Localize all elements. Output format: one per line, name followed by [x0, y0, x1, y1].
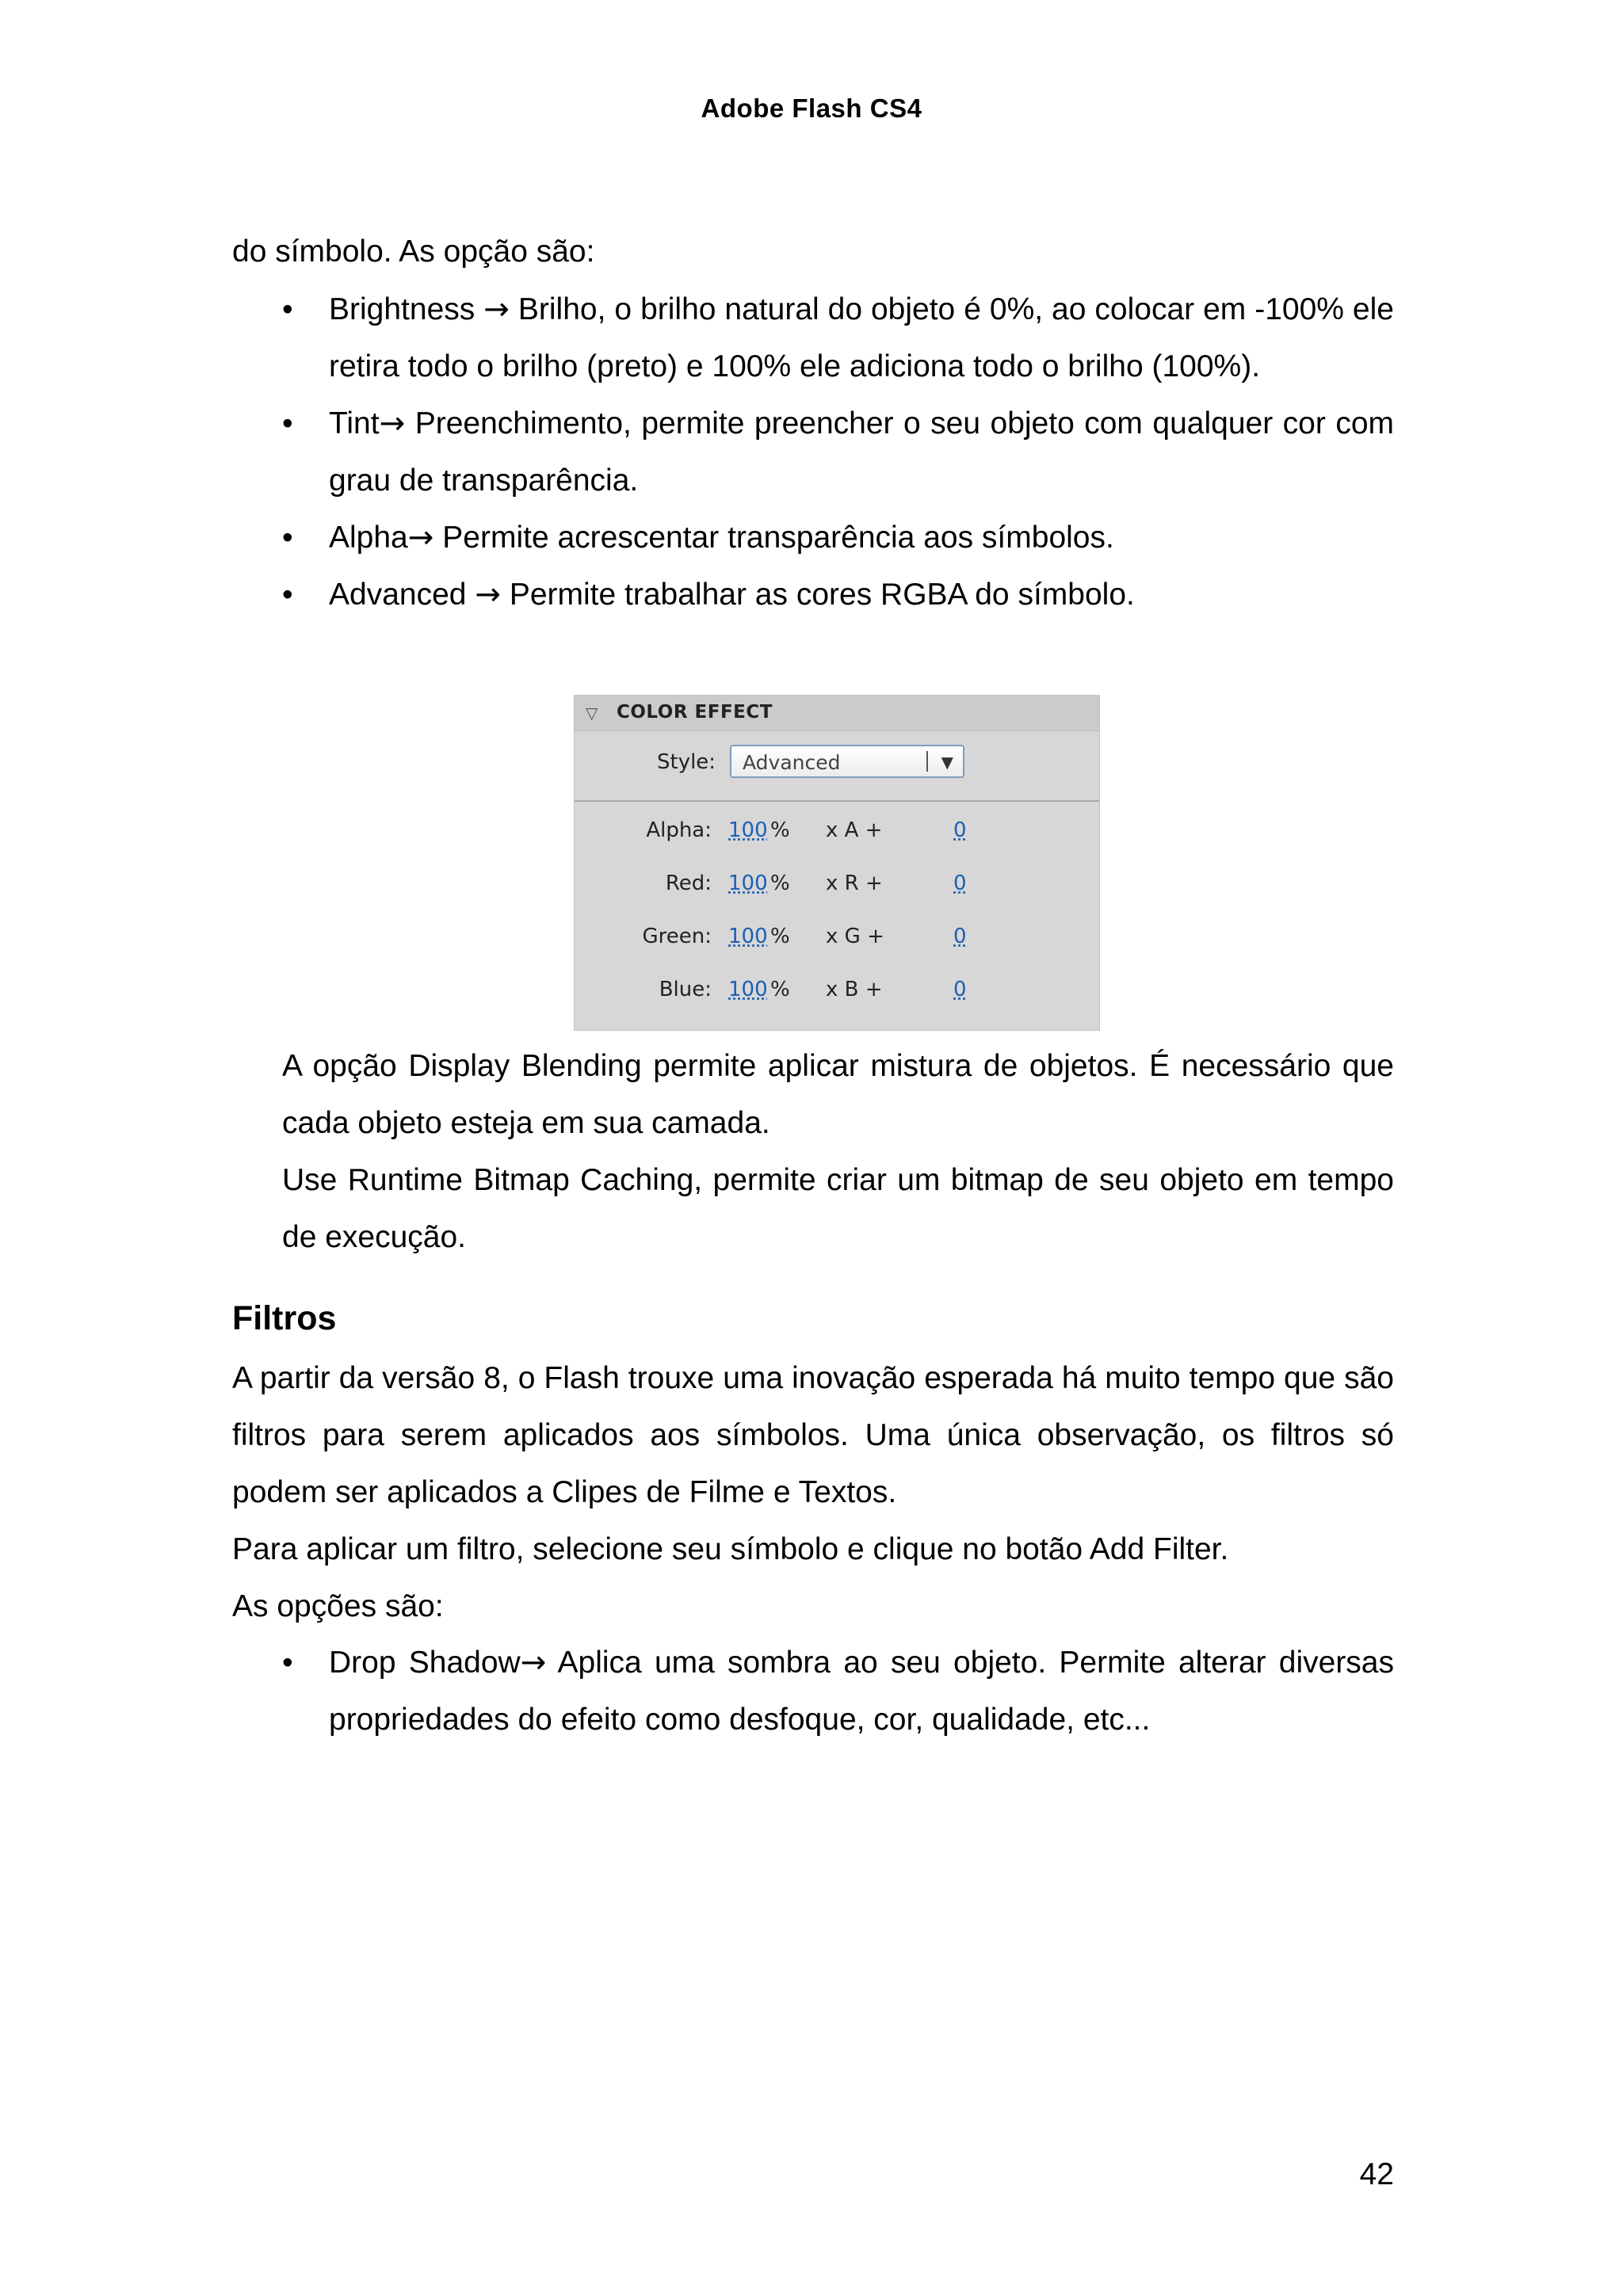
color-effect-panel	[574, 695, 1100, 1031]
bullet-icon: •	[282, 292, 293, 326]
alpha-multiplier: x A +	[826, 818, 883, 842]
style-dropdown-value: Advanced	[743, 751, 841, 774]
filtros-options-intro: As opções são:	[232, 1589, 444, 1623]
arrow-icon: →	[407, 520, 434, 555]
list-item-brightness: • Brightness → Brilho, o brilho natural do objeto é 0%, ao colocar em -100% ele retira todo o brilho (preto) e 100% ele adiciona todo o brilho (100%).	[282, 281, 1394, 395]
style-label: Style:	[657, 750, 716, 774]
red-multiplier: x R +	[826, 871, 883, 895]
filter-options-list	[282, 1634, 1394, 1749]
green-offset-value[interactable]: 0	[953, 925, 967, 948]
filtros-body	[232, 1350, 1394, 1635]
blue-row	[575, 978, 1099, 1009]
green-multiplier: x G +	[826, 925, 884, 948]
style-dropdown[interactable]	[730, 745, 964, 778]
panel-title: COLOR EFFECT	[617, 702, 773, 723]
red-label: Red:	[665, 871, 712, 895]
red-row	[575, 871, 1099, 903]
red-offset-value[interactable]: 0	[953, 871, 967, 895]
filtros-instruction: Para aplicar um filtro, selecione seu símbolo e clique no botão Add Filter.	[232, 1532, 1229, 1566]
bullet-icon: •	[282, 521, 293, 555]
green-row	[575, 925, 1099, 956]
chevron-down-icon[interactable]: ▼	[941, 753, 953, 772]
blue-label: Blue:	[659, 978, 712, 1001]
green-percent-value[interactable]: 100	[728, 925, 768, 948]
bullet-icon: •	[282, 1646, 293, 1680]
display-blending-paragraph: A opção Display Blending permite aplicar mistura de objetos. É necessário que cada objeto esteja em sua camada.	[282, 1049, 1394, 1140]
blue-percent-value[interactable]: 100	[728, 978, 768, 1001]
collapse-triangle-icon[interactable]: ▽	[586, 704, 598, 723]
runtime-caching-paragraph: Use Runtime Bitmap Caching, permite criar um bitmap de seu objeto em tempo de execução.	[282, 1163, 1394, 1254]
panel-divider	[575, 800, 1099, 802]
arrow-icon: →	[483, 292, 510, 327]
dropdown-separator	[926, 751, 928, 772]
list-item-tint: • Tint→ Preenchimento, permite preencher o seu objeto com qualquer cor com grau de transparência.	[282, 395, 1394, 509]
alpha-percent-value[interactable]: 100	[728, 818, 768, 842]
percent-sign: %	[770, 925, 790, 948]
alpha-offset-value[interactable]: 0	[953, 818, 967, 842]
panel-header[interactable]	[575, 696, 1099, 731]
blue-offset-value[interactable]: 0	[953, 978, 967, 1001]
arrow-icon: →	[379, 406, 406, 441]
arrow-icon: →	[520, 1645, 547, 1680]
bullet-icon: •	[282, 578, 293, 612]
page-number: 42	[1359, 2157, 1394, 2191]
percent-sign: %	[770, 818, 790, 842]
section-heading: Filtros	[232, 1299, 337, 1337]
alpha-row	[575, 818, 1099, 850]
color-style-list	[282, 281, 1394, 624]
red-percent-value[interactable]: 100	[728, 871, 768, 895]
percent-sign: %	[770, 978, 790, 1001]
page-header: Adobe Flash CS4	[701, 93, 922, 123]
blue-multiplier: x B +	[826, 978, 883, 1001]
list-item-alpha: • Alpha→ Permite acrescentar transparência aos símbolos.	[282, 509, 1394, 566]
bullet-icon: •	[282, 406, 293, 441]
green-label: Green:	[642, 925, 712, 948]
list-item-drop-shadow: • Drop Shadow→ Aplica uma sombra ao seu objeto. Permite alterar diversas propriedades do efeito como desfoque, cor, qualidade, etc...	[282, 1634, 1394, 1749]
alpha-label: Alpha:	[646, 818, 712, 842]
intro-text: do símbolo. As opção são:	[232, 235, 595, 269]
arrow-icon: →	[475, 577, 501, 612]
percent-sign: %	[770, 871, 790, 895]
filtros-paragraph: A partir da versão 8, o Flash trouxe uma inovação esperada há muito tempo que são filtros para serem aplicados aos símbolos. Uma única observação, os filtros só podem ser aplicados a Clipes de Filme e Textos.	[232, 1361, 1394, 1509]
list-item-advanced: • Advanced → Permite trabalhar as cores RGBA do símbolo.	[282, 566, 1394, 624]
